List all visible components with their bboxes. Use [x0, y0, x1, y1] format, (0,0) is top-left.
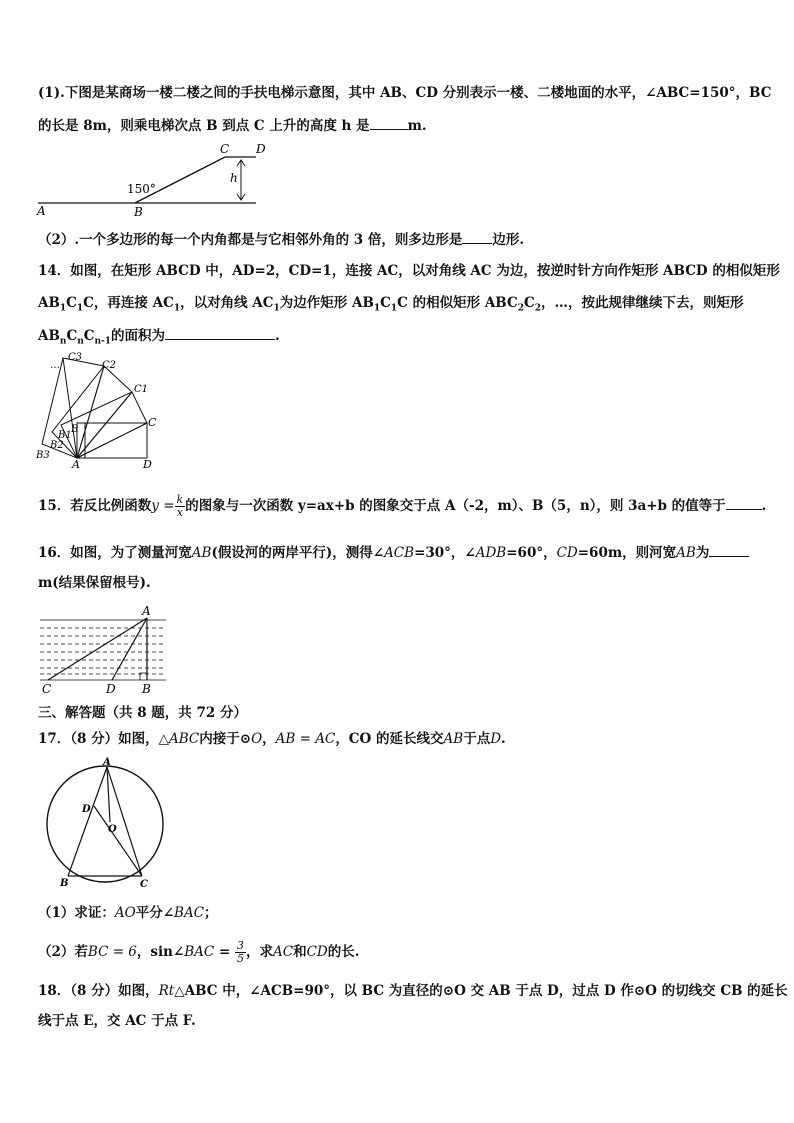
section-3-title: 三、解答题（共 8 题，共 72 分）: [38, 705, 247, 721]
label-B: B: [142, 682, 151, 696]
label-C: C: [140, 879, 148, 890]
question-14-line3: $AB_nC_nC_{n-1}$的面积为 .: [38, 328, 280, 347]
question-16-line2: m(结果保留根号).: [38, 575, 151, 591]
label-C1: C1: [134, 384, 149, 395]
label-B: B: [71, 424, 79, 435]
question-17-line1: 17．（8 分）如图，△ABC内接于⊙O，AB = AC，CO 的延长线交AB于点D.: [38, 731, 506, 747]
fraction-k-over-x: $\frac{k}{x}$: [176, 493, 184, 519]
label-C: C: [42, 682, 52, 696]
question-18-line2: 线于点 E，交 AC 于点 F.: [38, 1013, 196, 1029]
fraction-3-over-5: $\frac{3}{5}$: [236, 939, 244, 965]
label-dots: …: [50, 360, 60, 371]
question-15: 15．若反比例函数y = $\frac{k}{x}$ 的图象与一次函数 y=ax+b 的图象交于点 A（-2，m）、B（5，n），则 3a+b 的值等于 .: [38, 493, 767, 519]
label-h: h: [230, 171, 238, 185]
question-18-line1: 18．（8 分）如图，Rt△ABC 中，∠ACB=90°，以 BC 为直径的⊙O 交 AB 于点 D，过点 D 作⊙O 的切线交 CB 的延长: [38, 983, 788, 999]
label-C: C: [148, 416, 157, 429]
label-C: C: [220, 142, 230, 156]
label-A: A: [37, 204, 46, 218]
question-1-line1: (1).下图是某商场一楼二楼之间的手扶电梯示意图，其中 AB、CD 分别表示一楼、二楼地面的水平，∠ABC=150°，BC: [38, 85, 772, 101]
answer-blank: [462, 230, 492, 244]
question-17-part2: （2）若BC = 6，sin∠BAC = $\frac{3}{5}$ ，求AC和CD的长.: [38, 939, 360, 965]
answer-blank: [726, 496, 762, 510]
question-2: （2）.一个多边形的每一个内角都是与它相邻外角的 3 倍，则多边形是 边形.: [38, 232, 525, 248]
label-C2: C2: [102, 360, 117, 371]
label-A: A: [103, 757, 111, 768]
label-B1: B1: [58, 430, 72, 441]
question-14-line1: 14．如图，在矩形 ABCD 中，AD=2，CD=1，连接 AC，以对角线 AC 为边，按逆时针方向作矩形 ABCD 的相似矩形: [38, 263, 780, 279]
answer-blank: [709, 543, 749, 557]
label-O: O: [108, 824, 117, 835]
label-D: D: [256, 142, 266, 156]
label-D: D: [143, 458, 152, 471]
answer-blank: [370, 116, 408, 130]
question-14-line2: $AB_1C_1C$，再连接 $AC_1$，以对角线 $AC_1$为边作矩形 $AB_1C_1C$ 的相似矩形 $ABC_2C_2$，…，按此规律继续下去，则矩形: [38, 295, 744, 314]
label-B2: B2: [50, 440, 64, 451]
answer-blank: [165, 326, 275, 340]
question-17-part1: （1）求证：AO平分∠BAC；: [38, 905, 218, 921]
label-C3: C3: [68, 352, 83, 363]
label-D: D: [106, 682, 116, 696]
label-A: A: [72, 458, 80, 471]
circle-triangle-figure: [40, 754, 170, 890]
label-B: B: [134, 205, 143, 219]
question-1-line2: 的长是 8m，则乘电梯次点 B 到点 C 上升的高度 h 是 m.: [38, 118, 427, 134]
escalator-figure: [30, 140, 270, 220]
label-angle: 150°: [127, 182, 156, 196]
similar-rectangles-figure: [30, 346, 170, 474]
label-B: B: [60, 878, 69, 889]
river-figure: [34, 604, 174, 696]
label-D: D: [82, 804, 91, 815]
question-16-line1: 16．如图，为了测量河宽AB(假设河的两岸平行)，测得∠ACB=30°，∠ADB=60°，CD=60m，则河宽AB为: [38, 543, 749, 562]
label-A: A: [142, 604, 151, 618]
label-B3: B3: [36, 450, 50, 461]
